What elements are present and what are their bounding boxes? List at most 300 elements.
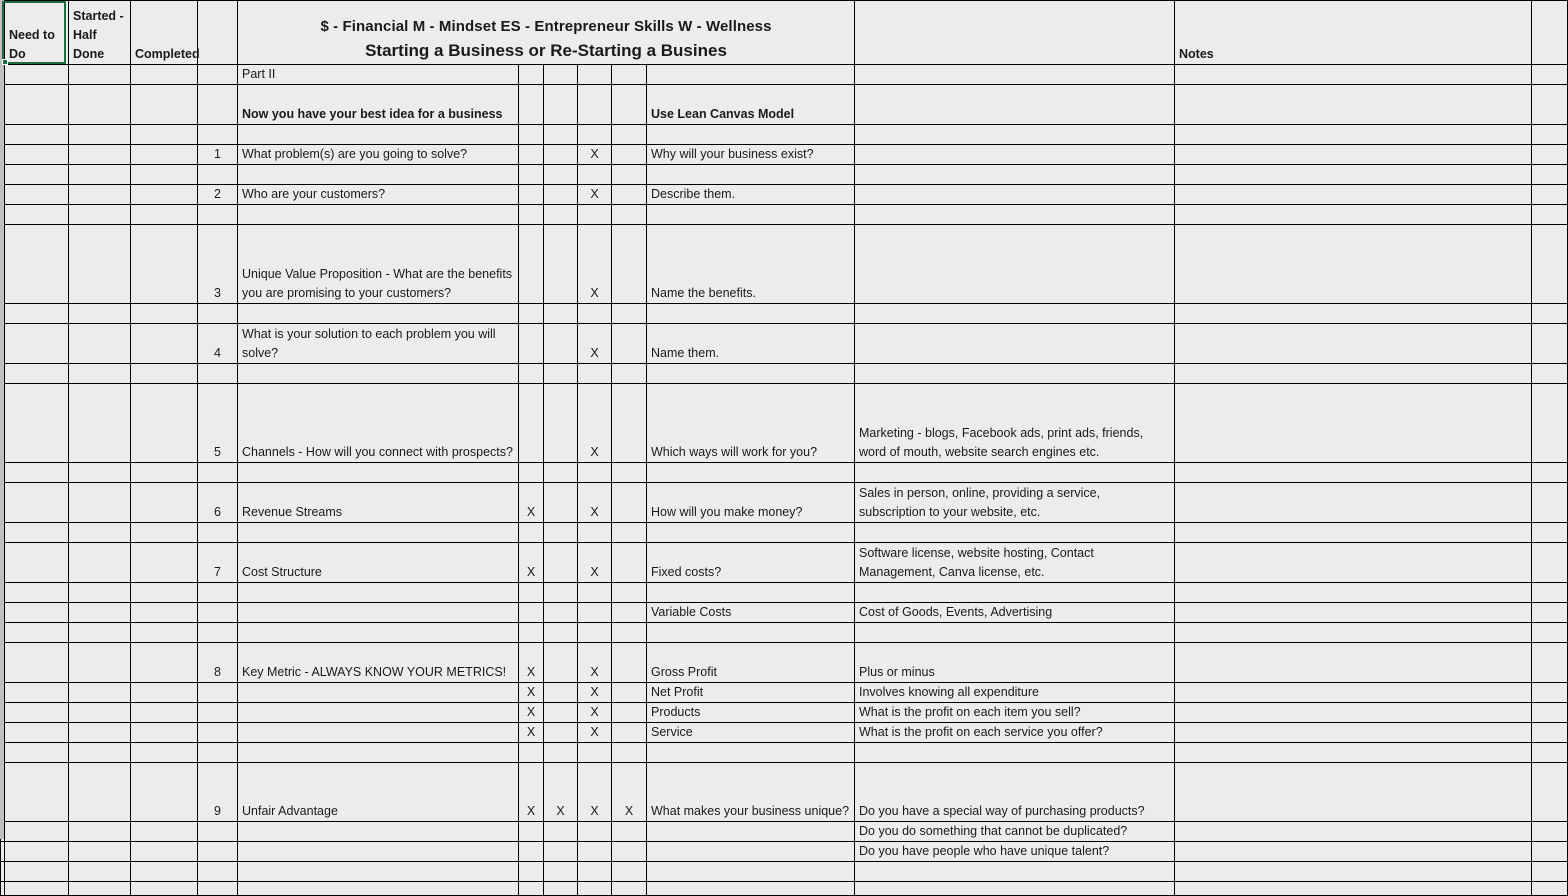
- cell-notes-entry[interactable]: [1175, 623, 1532, 643]
- row-right-gutter[interactable]: [1532, 603, 1568, 623]
- cell-model-text[interactable]: Why will your business exist?: [647, 145, 855, 165]
- cell-task-text[interactable]: Channels - How will you connect with prospects?: [238, 384, 519, 463]
- cell-examples-text[interactable]: [855, 523, 1175, 543]
- table-row[interactable]: [1, 364, 1568, 384]
- table-row[interactable]: [1, 683, 1568, 703]
- cell-model-text[interactable]: [647, 623, 855, 643]
- cell-mark-financial[interactable]: [519, 822, 544, 842]
- row-right-gutter[interactable]: [1532, 623, 1568, 643]
- cell-mark-financial[interactable]: [519, 384, 544, 463]
- cell-mark-entrepreneur-skills[interactable]: [578, 125, 612, 145]
- cell-completed[interactable]: [131, 882, 198, 896]
- cell-notes-entry[interactable]: [1175, 185, 1532, 205]
- cell-item-number[interactable]: [198, 304, 238, 324]
- cell-task-text[interactable]: [238, 364, 519, 384]
- cell-mark-mindset[interactable]: X: [544, 763, 578, 822]
- cell-started-half-done[interactable]: [69, 743, 131, 763]
- cell-task-text[interactable]: Unique Value Proposition - What are the benefits you are promising to your customers?: [238, 225, 519, 304]
- cell-started-half-done[interactable]: [69, 205, 131, 225]
- cell-part-label[interactable]: [238, 882, 519, 896]
- cell-notes-entry[interactable]: [1175, 324, 1532, 364]
- table-row[interactable]: [1, 65, 1568, 85]
- cell-completed[interactable]: [131, 842, 198, 862]
- cell-examples-text[interactable]: [855, 583, 1175, 603]
- cell-mark-wellness[interactable]: [612, 165, 647, 185]
- cell-mark-wellness[interactable]: [612, 583, 647, 603]
- cell-item-number[interactable]: 3: [198, 225, 238, 304]
- cell-completed[interactable]: [131, 822, 198, 842]
- cell-model-text[interactable]: Service: [647, 723, 855, 743]
- cell-notes-entry[interactable]: [1175, 543, 1532, 583]
- cell-mark-mindset[interactable]: [544, 683, 578, 703]
- cell-model-text[interactable]: [647, 304, 855, 324]
- cell-mark-wellness[interactable]: [612, 463, 647, 483]
- cell-mark-wellness[interactable]: [612, 703, 647, 723]
- cell-notes-entry[interactable]: [1175, 205, 1532, 225]
- cell-started-half-done[interactable]: [69, 85, 131, 125]
- cell-mark-mindset[interactable]: [544, 324, 578, 364]
- cell-examples-text[interactable]: Do you do something that cannot be duplicated?: [855, 822, 1175, 842]
- cell-task-text[interactable]: Unfair Advantage: [238, 763, 519, 822]
- cell-mark-mindset[interactable]: [544, 603, 578, 623]
- cell-need-to-do[interactable]: [5, 583, 69, 603]
- cell-mark-financial[interactable]: [519, 205, 544, 225]
- cell-examples-text[interactable]: [855, 125, 1175, 145]
- cell-item-number[interactable]: [198, 463, 238, 483]
- cell-item-number[interactable]: 1: [198, 145, 238, 165]
- cell-mark-entrepreneur-skills[interactable]: X: [578, 384, 612, 463]
- row-right-gutter[interactable]: [1532, 723, 1568, 743]
- cell-examples-text[interactable]: Marketing - blogs, Facebook ads, print ads, friends, word of mouth, website search engines etc.: [855, 384, 1175, 463]
- cell-completed[interactable]: [131, 643, 198, 683]
- row-right-gutter[interactable]: [1532, 683, 1568, 703]
- cell-mark-wellness[interactable]: [612, 683, 647, 703]
- cell-notes-entry[interactable]: [1175, 483, 1532, 523]
- cell-completed[interactable]: [131, 543, 198, 583]
- table-row[interactable]: [1, 205, 1568, 225]
- cell-need-to-do[interactable]: [5, 165, 69, 185]
- cell-mark-wellness[interactable]: [612, 643, 647, 683]
- cell-mark-wellness[interactable]: [612, 723, 647, 743]
- cell-notes-entry[interactable]: [1175, 523, 1532, 543]
- cell-item-number[interactable]: [198, 523, 238, 543]
- cell-notes-entry[interactable]: [1175, 822, 1532, 842]
- table-row[interactable]: [1, 623, 1568, 643]
- cell-mark-entrepreneur-skills[interactable]: X: [578, 324, 612, 364]
- cell-model-text[interactable]: How will you make money?: [647, 483, 855, 523]
- cell-mark-wellness[interactable]: [612, 65, 647, 85]
- cell-need-to-do[interactable]: [5, 763, 69, 822]
- cell-mark-entrepreneur-skills[interactable]: [578, 85, 612, 125]
- row-right-gutter[interactable]: [1532, 145, 1568, 165]
- cell-examples-text[interactable]: [855, 85, 1175, 125]
- cell-mark-financial[interactable]: [519, 165, 544, 185]
- cell-mark-financial[interactable]: [519, 364, 544, 384]
- row-right-gutter[interactable]: [1532, 185, 1568, 205]
- cell-completed[interactable]: [131, 125, 198, 145]
- cell-model-text[interactable]: Name them.: [647, 324, 855, 364]
- cell-notes-entry[interactable]: [1175, 703, 1532, 723]
- header-started-half-done[interactable]: Started - Half Done: [69, 1, 131, 65]
- cell-notes-entry[interactable]: [1175, 603, 1532, 623]
- cell-started-half-done[interactable]: [69, 882, 131, 896]
- cell-mark-wellness[interactable]: [612, 364, 647, 384]
- cell-examples-text[interactable]: What is the profit on each item you sell?: [855, 703, 1175, 723]
- cell-need-to-do[interactable]: [5, 384, 69, 463]
- cell-mark-mindset[interactable]: [544, 225, 578, 304]
- cell-mark-financial[interactable]: X: [519, 723, 544, 743]
- cell-mark-mindset[interactable]: [544, 205, 578, 225]
- cell-notes-entry[interactable]: [1175, 862, 1532, 882]
- row-right-gutter[interactable]: [1532, 304, 1568, 324]
- cell-notes-entry[interactable]: [1175, 145, 1532, 165]
- cell-notes-entry[interactable]: [1175, 65, 1532, 85]
- cell-mark-entrepreneur-skills[interactable]: X: [578, 763, 612, 822]
- cell-mark-financial[interactable]: [519, 145, 544, 165]
- cell-mark-entrepreneur-skills[interactable]: [578, 165, 612, 185]
- cell-task-text[interactable]: Who are your customers?: [238, 185, 519, 205]
- cell-mark-financial[interactable]: X: [519, 763, 544, 822]
- cell-model-text[interactable]: What makes your business unique?: [647, 763, 855, 822]
- cell-completed[interactable]: [131, 583, 198, 603]
- cell-mark-financial[interactable]: [519, 185, 544, 205]
- cell-part-label[interactable]: Part II: [238, 65, 519, 85]
- cell-mark-mindset[interactable]: [544, 145, 578, 165]
- cell-notes-entry[interactable]: [1175, 743, 1532, 763]
- cell-mark-mindset[interactable]: [544, 165, 578, 185]
- cell-mark-financial[interactable]: [519, 862, 544, 882]
- cell-notes-entry[interactable]: [1175, 683, 1532, 703]
- cell-model-text[interactable]: Gross Profit: [647, 643, 855, 683]
- cell-notes-entry[interactable]: [1175, 723, 1532, 743]
- cell-need-to-do[interactable]: [5, 643, 69, 683]
- cell-completed[interactable]: [131, 603, 198, 623]
- cell-need-to-do[interactable]: [5, 364, 69, 384]
- worksheet-body[interactable]: [1, 65, 1568, 896]
- cell-mark-financial[interactable]: [519, 125, 544, 145]
- cell-model-text[interactable]: Fixed costs?: [647, 543, 855, 583]
- cell-mark-wellness[interactable]: [612, 523, 647, 543]
- cell-mark-entrepreneur-skills[interactable]: X: [578, 145, 612, 165]
- row-right-gutter[interactable]: [1532, 743, 1568, 763]
- table-row[interactable]: [1, 643, 1568, 683]
- row-right-gutter[interactable]: [1532, 763, 1568, 822]
- cell-mark-entrepreneur-skills[interactable]: [578, 463, 612, 483]
- cell-mark-financial[interactable]: [519, 85, 544, 125]
- row-right-gutter[interactable]: [1532, 523, 1568, 543]
- cell-mark-entrepreneur-skills[interactable]: [578, 65, 612, 85]
- cell-started-half-done[interactable]: [69, 463, 131, 483]
- cell-item-number[interactable]: [198, 583, 238, 603]
- cell-started-half-done[interactable]: [69, 145, 131, 165]
- cell-notes-entry[interactable]: [1175, 85, 1532, 125]
- cell-mark-wellness[interactable]: [612, 483, 647, 523]
- cell-completed[interactable]: [131, 683, 198, 703]
- cell-notes-entry[interactable]: [1175, 763, 1532, 822]
- cell-task-text[interactable]: Revenue Streams: [238, 483, 519, 523]
- table-row[interactable]: [1, 723, 1568, 743]
- cell-examples-text[interactable]: Do you have people who have unique talent?: [855, 842, 1175, 862]
- cell-need-to-do[interactable]: [5, 882, 69, 896]
- table-row[interactable]: [1, 543, 1568, 583]
- cell-completed[interactable]: [131, 324, 198, 364]
- cell-item-number[interactable]: 2: [198, 185, 238, 205]
- cell-item-number[interactable]: [198, 623, 238, 643]
- cell-need-to-do[interactable]: [5, 304, 69, 324]
- cell-mark-mindset[interactable]: [544, 703, 578, 723]
- cell-started-half-done[interactable]: [69, 703, 131, 723]
- cell-examples-text[interactable]: Plus or minus: [855, 643, 1175, 683]
- cell-mark-wellness[interactable]: [612, 125, 647, 145]
- cell-completed[interactable]: [131, 483, 198, 523]
- cell-mark-financial[interactable]: [519, 583, 544, 603]
- cell-mark-wellness[interactable]: [612, 882, 647, 896]
- cell-task-text[interactable]: [238, 683, 519, 703]
- cell-examples-text[interactable]: Involves knowing all expenditure: [855, 683, 1175, 703]
- cell-mark-wellness[interactable]: [612, 743, 647, 763]
- cell-task-text[interactable]: What is your solution to each problem you will solve?: [238, 324, 519, 364]
- cell-started-half-done[interactable]: [69, 225, 131, 304]
- cell-need-to-do[interactable]: [5, 483, 69, 523]
- cell-notes-entry[interactable]: [1175, 842, 1532, 862]
- cell-item-number[interactable]: [198, 842, 238, 862]
- cell-started-half-done[interactable]: [69, 643, 131, 683]
- cell-mark-financial[interactable]: X: [519, 643, 544, 683]
- cell-mark-wellness[interactable]: [612, 822, 647, 842]
- row-right-gutter[interactable]: [1532, 862, 1568, 882]
- cell-mark-financial[interactable]: X: [519, 483, 544, 523]
- cell-completed[interactable]: [131, 763, 198, 822]
- header-need-to-do[interactable]: Need to Do: [5, 1, 69, 65]
- cell-mark-entrepreneur-skills[interactable]: [578, 882, 612, 896]
- cell-notes-entry[interactable]: [1175, 583, 1532, 603]
- table-row[interactable]: [1, 483, 1568, 523]
- cell-notes-entry[interactable]: [1175, 304, 1532, 324]
- cell-started-half-done[interactable]: [69, 65, 131, 85]
- cell-mark-wellness[interactable]: X: [612, 763, 647, 822]
- cell-started-half-done[interactable]: [69, 185, 131, 205]
- cell-examples-text[interactable]: [855, 882, 1175, 896]
- row-right-gutter[interactable]: [1532, 225, 1568, 304]
- cell-item-number[interactable]: [198, 723, 238, 743]
- cell-mark-mindset[interactable]: [544, 583, 578, 603]
- cell-examples-text[interactable]: [855, 463, 1175, 483]
- cell-model-text[interactable]: [647, 523, 855, 543]
- cell-completed[interactable]: [131, 205, 198, 225]
- cell-mark-mindset[interactable]: [544, 743, 578, 763]
- cell-notes-entry[interactable]: [1175, 125, 1532, 145]
- cell-model-text[interactable]: [647, 205, 855, 225]
- table-row[interactable]: [1, 743, 1568, 763]
- row-right-gutter[interactable]: [1532, 583, 1568, 603]
- cell-item-number[interactable]: [198, 603, 238, 623]
- cell-examples-text[interactable]: [855, 185, 1175, 205]
- cell-mark-mindset[interactable]: [544, 85, 578, 125]
- cell-mark-mindset[interactable]: [544, 822, 578, 842]
- cell-completed[interactable]: [131, 723, 198, 743]
- cell-mark-entrepreneur-skills[interactable]: X: [578, 483, 612, 523]
- cell-completed[interactable]: [131, 85, 198, 125]
- table-row[interactable]: [1, 583, 1568, 603]
- cell-completed[interactable]: [131, 623, 198, 643]
- cell-need-to-do[interactable]: [5, 743, 69, 763]
- cell-mark-financial[interactable]: [519, 65, 544, 85]
- cell-model-text[interactable]: [647, 862, 855, 882]
- cell-item-number[interactable]: [198, 85, 238, 125]
- row-right-gutter[interactable]: [1532, 543, 1568, 583]
- cell-mark-entrepreneur-skills[interactable]: X: [578, 683, 612, 703]
- cell-mark-mindset[interactable]: [544, 65, 578, 85]
- cell-started-half-done[interactable]: [69, 364, 131, 384]
- cell-item-number[interactable]: [198, 364, 238, 384]
- table-row[interactable]: [1, 822, 1568, 842]
- cell-completed[interactable]: [131, 743, 198, 763]
- cell-completed[interactable]: [131, 384, 198, 463]
- cell-notes-entry[interactable]: [1175, 225, 1532, 304]
- cell-task-text[interactable]: [238, 583, 519, 603]
- row-right-gutter[interactable]: [1532, 205, 1568, 225]
- cell-need-to-do[interactable]: [5, 324, 69, 364]
- cell-task-text[interactable]: [238, 304, 519, 324]
- cell-mark-mindset[interactable]: [544, 463, 578, 483]
- cell-model-text[interactable]: [647, 743, 855, 763]
- cell-need-to-do[interactable]: [5, 723, 69, 743]
- cell-model-text[interactable]: [647, 583, 855, 603]
- table-row[interactable]: [1, 862, 1568, 882]
- cell-completed[interactable]: [131, 165, 198, 185]
- cell-task-text[interactable]: [238, 165, 519, 185]
- cell-mark-mindset[interactable]: [544, 723, 578, 743]
- cell-model-text[interactable]: [647, 822, 855, 842]
- cell-examples-text[interactable]: [855, 324, 1175, 364]
- cell-mark-wellness[interactable]: [612, 85, 647, 125]
- cell-mark-wellness[interactable]: [612, 324, 647, 364]
- cell-mark-wellness[interactable]: [612, 603, 647, 623]
- table-row[interactable]: [1, 304, 1568, 324]
- cell-mark-financial[interactable]: [519, 523, 544, 543]
- table-row[interactable]: [1, 703, 1568, 723]
- cell-mark-wellness[interactable]: [612, 145, 647, 165]
- table-row[interactable]: [1, 324, 1568, 364]
- cell-need-to-do[interactable]: [5, 145, 69, 165]
- cell-mark-entrepreneur-skills[interactable]: [578, 842, 612, 862]
- row-right-gutter[interactable]: [1532, 463, 1568, 483]
- cell-model-text[interactable]: Name the benefits.: [647, 225, 855, 304]
- cell-item-number[interactable]: 4: [198, 324, 238, 364]
- cell-task-text[interactable]: [238, 603, 519, 623]
- table-row[interactable]: [1, 125, 1568, 145]
- cell-model-heading[interactable]: Use Lean Canvas Model: [647, 85, 855, 125]
- table-row[interactable]: [1, 384, 1568, 463]
- cell-task-text[interactable]: [238, 743, 519, 763]
- cell-item-number[interactable]: 6: [198, 483, 238, 523]
- cell-item-number[interactable]: 9: [198, 763, 238, 822]
- cell-model-text[interactable]: Describe them.: [647, 185, 855, 205]
- cell-mark-financial[interactable]: [519, 882, 544, 896]
- cell-task-text[interactable]: What problem(s) are you going to solve?: [238, 145, 519, 165]
- cell-examples-text[interactable]: [855, 364, 1175, 384]
- cell-mark-wellness[interactable]: [612, 842, 647, 862]
- cell-started-half-done[interactable]: [69, 483, 131, 523]
- cell-started-half-done[interactable]: [69, 623, 131, 643]
- row-right-gutter[interactable]: [1532, 882, 1568, 896]
- cell-mark-mindset[interactable]: [544, 643, 578, 683]
- cell-started-half-done[interactable]: [69, 304, 131, 324]
- cell-task-text[interactable]: [238, 205, 519, 225]
- cell-model-text[interactable]: [647, 842, 855, 862]
- cell-mark-entrepreneur-skills[interactable]: X: [578, 225, 612, 304]
- row-right-gutter[interactable]: [1532, 85, 1568, 125]
- row-right-gutter[interactable]: [1532, 822, 1568, 842]
- cell-examples-text[interactable]: [855, 165, 1175, 185]
- row-right-gutter[interactable]: [1532, 483, 1568, 523]
- cell-mark-financial[interactable]: X: [519, 683, 544, 703]
- cell-mark-wellness[interactable]: [612, 205, 647, 225]
- cell-started-half-done[interactable]: [69, 822, 131, 842]
- cell-model-text[interactable]: [647, 463, 855, 483]
- cell-mark-entrepreneur-skills[interactable]: X: [578, 643, 612, 683]
- row-right-gutter[interactable]: [1532, 65, 1568, 85]
- cell-notes-entry[interactable]: [1175, 882, 1532, 896]
- cell-item-number[interactable]: [198, 125, 238, 145]
- cell-notes-entry[interactable]: [1175, 463, 1532, 483]
- cell-task-text[interactable]: [238, 125, 519, 145]
- cell-task-text[interactable]: [238, 463, 519, 483]
- cell-mark-entrepreneur-skills[interactable]: [578, 862, 612, 882]
- header-notes[interactable]: Notes: [1175, 1, 1532, 65]
- cell-examples-text[interactable]: [855, 743, 1175, 763]
- cell-model-text[interactable]: Which ways will work for you?: [647, 384, 855, 463]
- cell-mark-wellness[interactable]: [612, 225, 647, 304]
- cell-need-to-do[interactable]: [5, 623, 69, 643]
- cell-task-text[interactable]: Cost Structure: [238, 543, 519, 583]
- cell-mark-financial[interactable]: X: [519, 703, 544, 723]
- cell-section-heading[interactable]: Now you have your best idea for a business: [238, 85, 519, 125]
- cell-examples-text[interactable]: Software license, website hosting, Contact Management, Canva license, etc.: [855, 543, 1175, 583]
- cell-mark-financial[interactable]: [519, 304, 544, 324]
- cell-examples-text[interactable]: Cost of Goods, Events, Advertising: [855, 603, 1175, 623]
- cell-examples-text[interactable]: [855, 623, 1175, 643]
- cell-mark-entrepreneur-skills[interactable]: [578, 623, 612, 643]
- cell-completed[interactable]: [131, 364, 198, 384]
- cell-mark-financial[interactable]: [519, 623, 544, 643]
- cell-mark-mindset[interactable]: [544, 842, 578, 862]
- cell-started-half-done[interactable]: [69, 842, 131, 862]
- cell-mark-wellness[interactable]: [612, 862, 647, 882]
- cell-completed[interactable]: [131, 145, 198, 165]
- cell-task-text[interactable]: [238, 862, 519, 882]
- cell-started-half-done[interactable]: [69, 723, 131, 743]
- cell-model-text[interactable]: [647, 882, 855, 896]
- cell-model-text[interactable]: [647, 125, 855, 145]
- cell-model-text[interactable]: [647, 65, 855, 85]
- cell-item-number[interactable]: 7: [198, 543, 238, 583]
- cell-started-half-done[interactable]: [69, 603, 131, 623]
- cell-mark-entrepreneur-skills[interactable]: [578, 304, 612, 324]
- row-right-gutter[interactable]: [1532, 643, 1568, 683]
- cell-need-to-do[interactable]: [5, 225, 69, 304]
- cell-item-number[interactable]: [198, 165, 238, 185]
- cell-mark-financial[interactable]: [519, 743, 544, 763]
- cell-mark-entrepreneur-skills[interactable]: X: [578, 703, 612, 723]
- cell-mark-financial[interactable]: [519, 324, 544, 364]
- cell-mark-entrepreneur-skills[interactable]: [578, 523, 612, 543]
- cell-mark-mindset[interactable]: [544, 862, 578, 882]
- cell-task-text[interactable]: [238, 623, 519, 643]
- cell-item-number[interactable]: [198, 882, 238, 896]
- cell-mark-mindset[interactable]: [544, 543, 578, 583]
- table-row[interactable]: [1, 763, 1568, 822]
